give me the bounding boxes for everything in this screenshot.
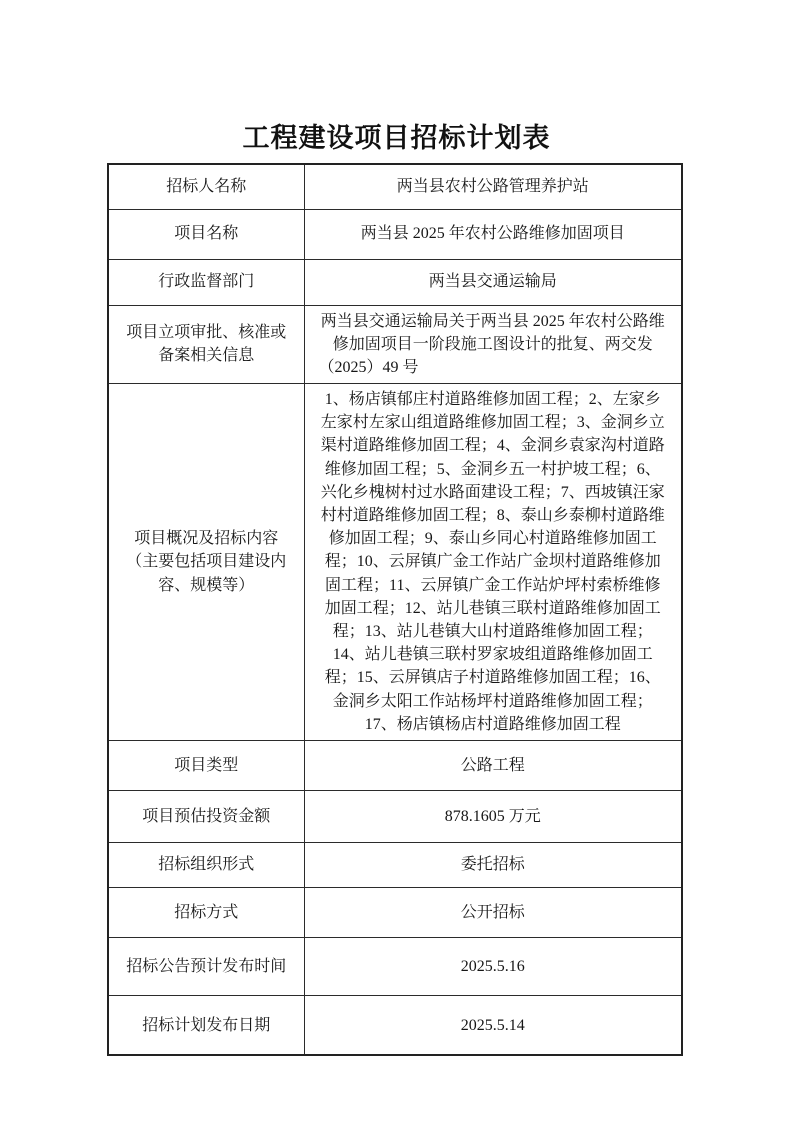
row-value-supervising-authority: 两当县交通运输局 (304, 259, 682, 305)
table-row (108, 887, 682, 937)
row-value-bidding-method: 公开招标 (304, 887, 682, 937)
table-row (108, 305, 682, 384)
row-label-bidding-method: 招标方式 (108, 887, 304, 937)
page-title: 工程建设项目招标计划表 (242, 123, 551, 153)
row-value-announcement-date: 2025.5.16 (304, 937, 682, 995)
row-label-estimated-investment: 项目预估投资金额 (108, 790, 304, 842)
table-row (108, 995, 682, 1055)
bidding-plan-table (107, 163, 683, 1056)
row-value-project-type: 公路工程 (304, 740, 682, 790)
row-value-bid-organization-form: 委托招标 (304, 842, 682, 887)
row-value-estimated-investment: 878.1605 万元 (304, 790, 682, 842)
row-value-project-name: 两当县 2025 年农村公路维修加固项目 (304, 209, 682, 259)
table-row (108, 842, 682, 887)
table-row (108, 937, 682, 995)
row-label-project-type: 项目类型 (108, 740, 304, 790)
row-label-project-name: 项目名称 (108, 209, 304, 259)
row-value-project-overview: 1、杨店镇郁庄村道路维修加固工程；2、左家乡左家村左家山组道路维修加固工程；3、金洞乡立渠村道路维修加固工程；4、金洞乡袁家沟村道路维修加固工程；5、金洞乡五一村护坡工程；6、兴化乡槐树村过水路面建设工程；7、西坡镇汪家村村道路维修加固工程；8、泰山乡泰柳村道路维修加固工程；9、泰山乡同心村道路维修加固工程；10、云屏镇广金工作站广金坝村道路维修加固工程；11、云屏镇广金工作站炉坪村索桥维修加固工程；12、站儿巷镇三联村道路维修加固工程；13、站儿巷镇大山村道路维修加固工程；14、站儿巷镇三联村罗家坡组道路维修加固工程；15、云屏镇店子村道路维修加固工程；16、金洞乡太阳工作站杨坪村道路维修加固工程；17、杨店镇杨店村道路维修加固工程 (304, 384, 682, 741)
row-label-approval-info: 项目立项审批、核准或备案相关信息 (108, 305, 304, 384)
table-row (108, 790, 682, 842)
table-row (108, 259, 682, 305)
row-value-approval-info: 两当县交通运输局关于两当县 2025 年农村公路维修加固项目一阶段施工图设计的批复、两交发（2025）49 号 (304, 305, 682, 384)
row-label-bid-organization-form: 招标组织形式 (108, 842, 304, 887)
row-value-plan-publish-date: 2025.5.14 (304, 995, 682, 1055)
row-label-plan-publish-date: 招标计划发布日期 (108, 995, 304, 1055)
table-row (108, 384, 682, 741)
table-row (108, 209, 682, 259)
row-label-project-overview: 项目概况及招标内容（主要包括项目建设内容、规模等） (108, 384, 304, 741)
table-row (108, 740, 682, 790)
table-row (108, 164, 682, 209)
row-label-announcement-date: 招标公告预计发布时间 (108, 937, 304, 995)
row-label-tenderer-name: 招标人名称 (108, 164, 304, 209)
row-value-tenderer-name: 两当县农村公路管理养护站 (304, 164, 682, 209)
row-label-supervising-authority: 行政监督部门 (108, 259, 304, 305)
